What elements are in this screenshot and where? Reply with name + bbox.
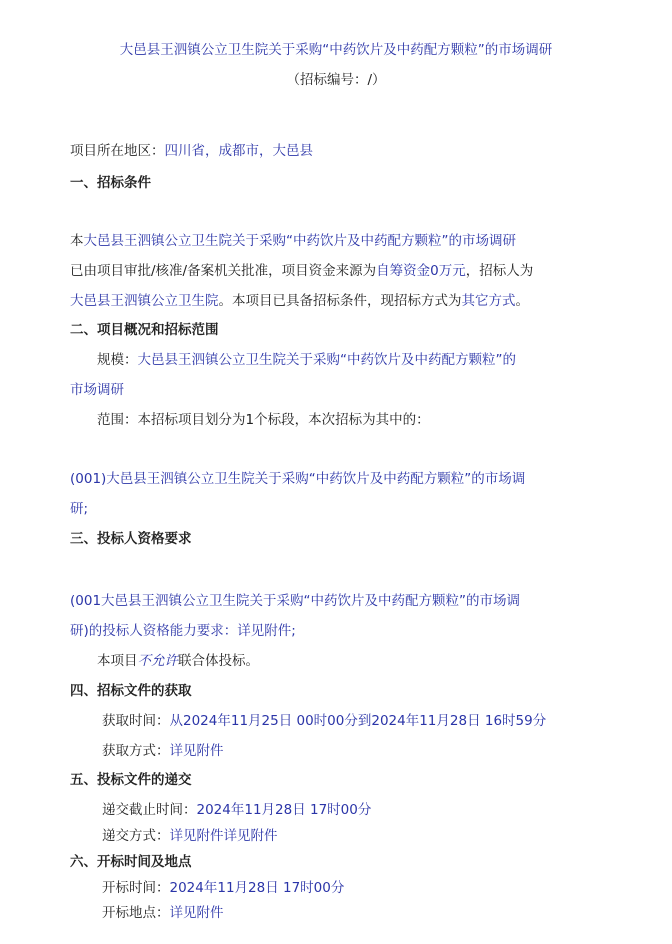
sec1-text: ，招标人为 — [465, 263, 534, 279]
acquire-method-label: 获取方式： — [102, 743, 170, 759]
opening-time-value: 2024年11月28日 17时00分 — [169, 880, 345, 896]
region-label: 项目所在地区： — [70, 143, 165, 159]
opening-place-line — [102, 901, 224, 921]
sec1-text: 本 — [70, 233, 84, 249]
opening-place-value: 详见附件 — [169, 905, 224, 921]
tenderer-name: 大邑县王泗镇公立卫生院 — [70, 293, 219, 309]
scale-value: 大邑县王泗镇公立卫生院关于采购“中药饮片及中药配方颗粒”的 — [137, 352, 516, 368]
acquire-method-value: 详见附件 — [169, 743, 224, 759]
submit-method-value: 详见附件详见附件 — [169, 828, 278, 844]
union-line — [97, 649, 259, 669]
section-5-heading: 五、投标文件的递交 — [70, 772, 192, 788]
sec1-line-2 — [70, 259, 533, 279]
sec1-text: 。本项目已具备招标条件，现招标方式为 — [218, 293, 462, 309]
sec1-line-1 — [70, 229, 516, 249]
requirement-line-1: (001大邑县王泗镇公立卫生院关于采购“中药饮片及中药配方颗粒”的市场调 — [70, 593, 521, 609]
lot-line-1: (001)大邑县王泗镇公立卫生院关于采购“中药饮片及中药配方颗粒”的市场调 — [70, 471, 526, 487]
requirement-line-2: 研)的投标人资格能力要求：详见附件; — [70, 623, 296, 639]
deadline-value: 2024年11月28日 17时00分 — [196, 802, 372, 818]
section-1-heading: 一、招标条件 — [70, 175, 151, 191]
acquire-time-label: 获取时间： — [102, 713, 170, 729]
scale-label: 规模： — [97, 352, 138, 368]
opening-place-label: 开标地点： — [102, 905, 170, 921]
acquire-time-line — [102, 709, 546, 729]
deadline-label: 递交截止时间： — [102, 802, 197, 818]
scale-line-2: 市场调研 — [70, 382, 124, 398]
project-name: 大邑县王泗镇公立卫生院关于采购“中药饮片及中药配方颗粒”的市场调研 — [83, 233, 516, 249]
section-6-heading: 六、开标时间及地点 — [70, 854, 192, 870]
submit-method-line — [102, 824, 278, 844]
submit-method-label: 递交方式： — [102, 828, 170, 844]
union-text: 本项目 — [97, 653, 138, 669]
scale-line-1 — [97, 348, 516, 368]
deadline-line — [102, 798, 371, 818]
opening-time-label: 开标时间： — [102, 880, 170, 896]
section-2-heading: 二、项目概况和招标范围 — [70, 322, 219, 338]
section-4-heading: 四、招标文件的获取 — [70, 683, 192, 699]
lot-line-2: 研; — [70, 501, 89, 517]
sec1-line-3 — [70, 289, 529, 309]
acquire-method-line — [102, 739, 224, 759]
opening-time-line — [102, 876, 344, 896]
tender-number: （招标编号：/） — [286, 72, 386, 88]
union-value: 不允许 — [137, 653, 178, 669]
sec1-text: 已由项目审批/核准/备案机关批准，项目资金来源为 — [70, 263, 377, 279]
region-value: 四川省，成都市，大邑县 — [164, 143, 313, 159]
range-line: 范围：本招标项目划分为1个标段，本次招标为其中的： — [97, 412, 430, 428]
union-text: 联合体投标。 — [178, 653, 259, 669]
fund-source: 自筹资金0万元 — [376, 263, 466, 279]
document-title: 大邑县王泗镇公立卫生院关于采购“中药饮片及中药配方颗粒”的市场调研 — [119, 42, 553, 58]
region-line — [70, 139, 313, 159]
section-3-heading: 三、投标人资格要求 — [70, 531, 192, 547]
sec1-text: 。 — [515, 293, 529, 309]
tender-method: 其它方式 — [461, 293, 516, 309]
acquire-time-value: 从2024年11月25日 00时00分到2024年11月28日 16时59分 — [169, 713, 547, 729]
